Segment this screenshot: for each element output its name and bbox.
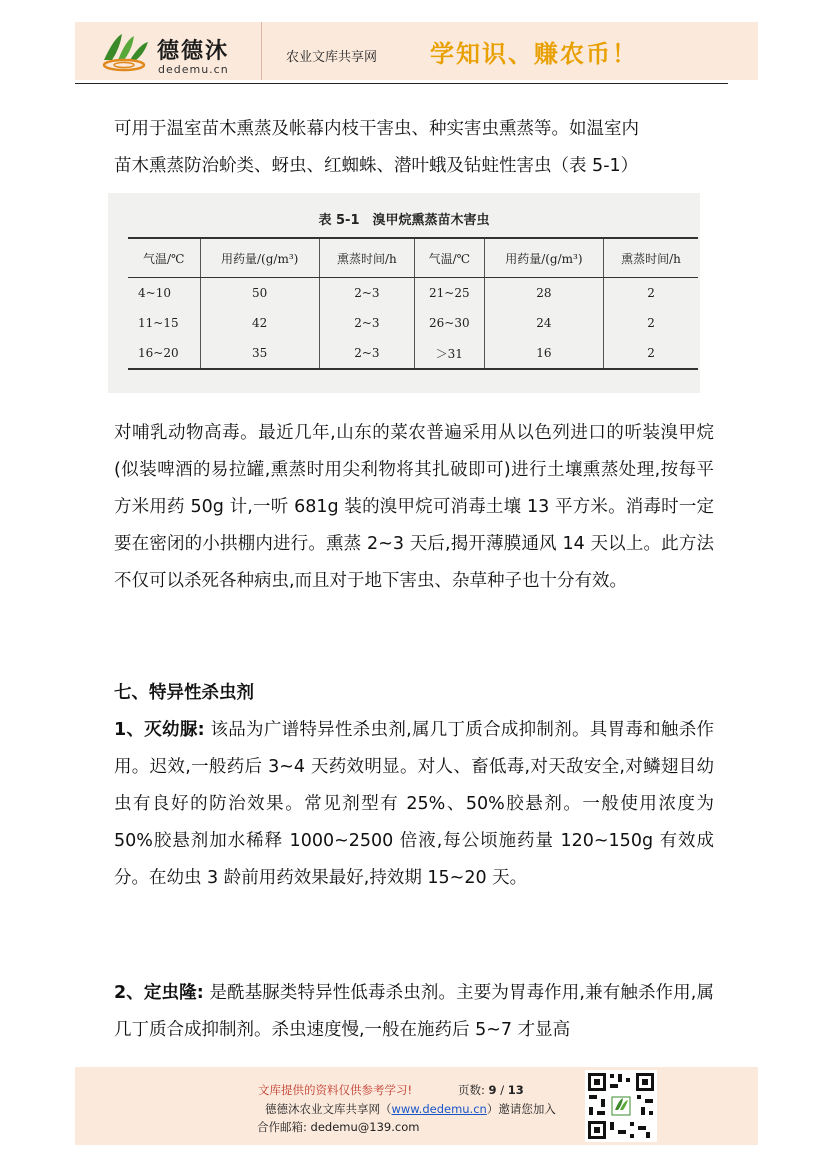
header-rule: [75, 83, 728, 84]
table-row: [128, 338, 698, 369]
footer-invite-suffix: ）邀请您加入: [486, 1102, 556, 1116]
intro-paragraph: [114, 111, 714, 185]
table-row: [128, 308, 698, 338]
item-1-title: 1、灭幼脲:: [114, 720, 205, 740]
footer-note: 文库提供的资料仅供参考学习!: [258, 1083, 413, 1097]
table-cell: 28: [484, 278, 603, 309]
table-cell: ＞31: [414, 338, 484, 369]
footer-invite: [265, 1101, 556, 1117]
page-footer: [75, 1067, 758, 1145]
table-header-row: [128, 238, 698, 278]
qr-code-icon[interactable]: [585, 1070, 657, 1142]
intro-line-1: 可用于温室苗木熏蒸及帐幕内枝干害虫、种实害虫熏蒸等。如温室内: [114, 119, 639, 139]
email-label: 合作邮箱:: [257, 1120, 307, 1134]
header-slogan: 学知识、赚农币！: [430, 39, 638, 68]
fumigation-table: [128, 237, 698, 370]
footer-invite-prefix: 德德沐农业文库共享网（: [265, 1102, 392, 1116]
site-logo[interactable]: [100, 30, 250, 74]
logo-domain: dedemu.cn: [158, 63, 229, 76]
table-cell: 2~3: [319, 278, 414, 309]
page-header: [75, 22, 758, 80]
header-divider: [261, 22, 262, 80]
table-header-cell: 熏蒸时间/h: [319, 238, 414, 278]
email-address[interactable]: dedemu@139.com: [310, 1120, 420, 1134]
logo-name: 德德沐: [157, 38, 230, 64]
page-total: 13: [507, 1083, 524, 1097]
table-cell: 26~30: [414, 308, 484, 338]
table-cell: 21~25: [414, 278, 484, 309]
table-header-cell: 气温/℃: [128, 238, 200, 278]
table-cell: 24: [484, 308, 603, 338]
section-title: [114, 675, 714, 712]
footer-site-link[interactable]: www.dedemu.cn: [391, 1102, 487, 1116]
table-figure: [108, 193, 700, 393]
page-label: 页数:: [458, 1083, 485, 1097]
page-separator: /: [500, 1083, 505, 1097]
item-2-text: 是酰基脲类特异性低毒杀虫剂。主要为胃毒作用,兼有触杀作用,属几丁质合成抑制剂。杀虫速度慢,一般在施药后 5~7 才显高: [114, 983, 714, 1040]
table-header-cell: 熏蒸时间/h: [604, 238, 698, 278]
intro-line-2: 苗木熏蒸防治蚧类、蚜虫、红蜘蛛、潜叶蛾及钻蛀性害虫（表 5-1）: [114, 156, 639, 176]
table-cell: 2~3: [319, 308, 414, 338]
table-cell: 16: [484, 338, 603, 369]
footer-email: [257, 1119, 419, 1135]
logo-leaf-icon: [100, 30, 152, 74]
section-title-text: 七、特异性杀虫剂: [114, 683, 254, 703]
table-cell: 50: [200, 278, 319, 309]
table-caption: 表 5-1 溴甲烷熏蒸苗木害虫: [318, 213, 490, 228]
item-2-title: 2、定虫隆:: [114, 983, 204, 1003]
table-header-cell: 气温/℃: [414, 238, 484, 278]
page-current: 9: [488, 1083, 497, 1097]
item-1-paragraph: [114, 712, 714, 897]
table-cell: 16~20: [128, 338, 200, 369]
table-cell: 2: [604, 308, 698, 338]
table-cell: 4~10: [138, 286, 171, 300]
methyl-bromide-paragraph: 对哺乳动物高毒。最近几年,山东的菜农普遍采用从以色列进口的听装溴甲烷(似装啤酒的易拉罐,熏蒸时用尖利物将其扎破即可)进行土壤熏蒸处理,按每平方米用药 50g 计,一听 681g 装的溴甲烷可消毒土壤 13 平方米。消毒时一定要在密闭的小拱棚内进行。熏蒸 2~3 天后,揭开薄膜通风 14 天以上。此方法不仅可以杀死各种病虫,而且对于地下害虫、杂草种子也十分有效。: [114, 423, 714, 591]
item-1-text: 该品为广谱特异性杀虫剂,属几丁质合成抑制剂。具胃毒和触杀作用。迟效,一般药后 3~4 天药效明显。对人、畜低毒,对天敌安全,对鳞翅目幼虫有良好的防治效果。常见剂型有 25%、50%胶悬剂。一般使用浓度为 50%胶悬剂加水稀释 1000~2500 倍液,每公顷施药量 120~150g 有效成分。在幼虫 3 龄前用药效果最好,持效期 15~20 天。: [114, 720, 714, 888]
table-cell: 2: [604, 278, 698, 309]
table-row: [128, 278, 698, 309]
table-header-cell: 用药量/(g/m³): [200, 238, 319, 278]
table-cell: 11~15: [138, 316, 179, 330]
item-2-paragraph: [114, 975, 714, 1049]
table-cell: 42: [200, 308, 319, 338]
table-cell: 35: [200, 338, 319, 369]
page-indicator: [458, 1082, 524, 1098]
table-header-cell: 用药量/(g/m³): [484, 238, 603, 278]
table-cell: 2~3: [319, 338, 414, 369]
table-cell: 2: [604, 338, 698, 369]
header-site-name: 农业文库共享网: [286, 50, 378, 65]
